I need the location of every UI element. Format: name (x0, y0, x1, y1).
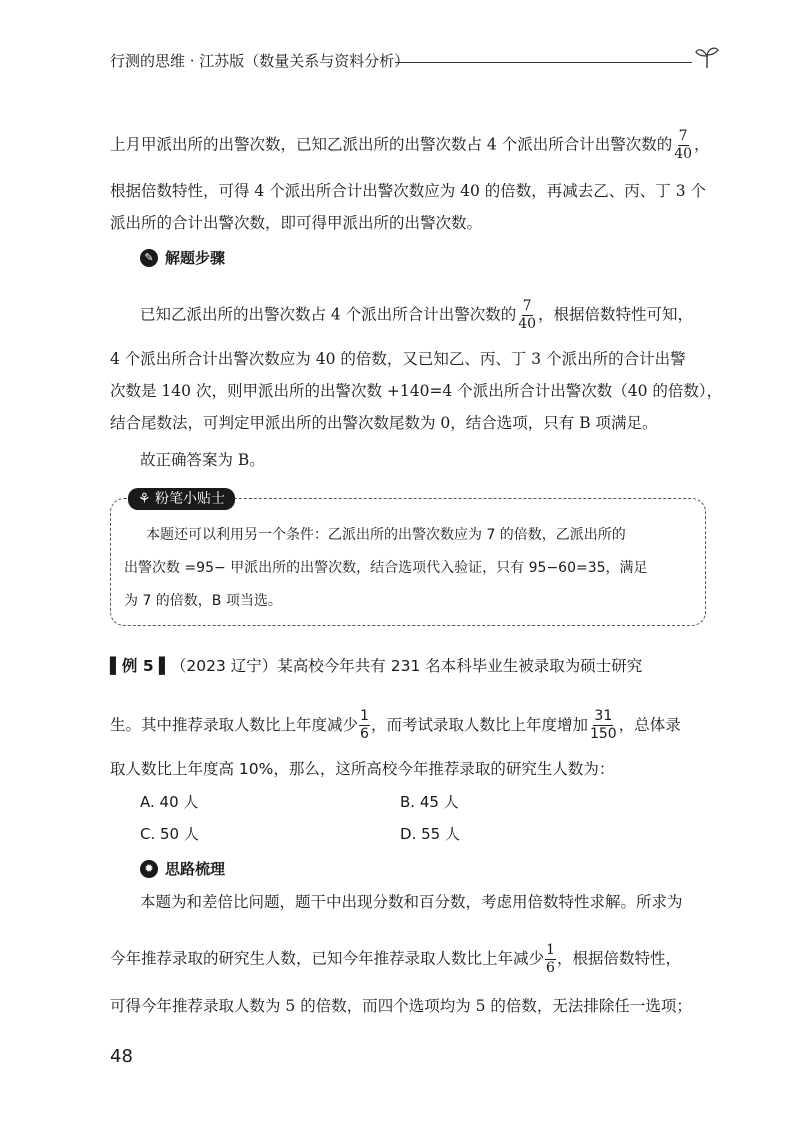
header-rule (395, 62, 692, 63)
example-tag: ▌例 5 ▌ (110, 657, 171, 675)
option-d: D. 55 人 (400, 825, 460, 843)
analysis-line-2: 根据倍数特性，可得 4 个派出所合计出警次数应为 40 的倍数，再减去乙、丙、丁 3 个 (110, 182, 707, 200)
header-title: 行测的思维 · 江苏版（数量关系与资料分析） (110, 52, 410, 70)
steps-line-4: 结合尾数法，可判定甲派出所的出警次数尾数为 0，结合选项，只有 B 项满足。 (110, 414, 658, 432)
thinking-heading: ✹ 思路梳理 (140, 858, 225, 879)
thinking-line-1: 本题为和差倍比问题，题干中出现分数和百分数，考虑用倍数特性求解。所求为 (140, 893, 683, 911)
fraction: $\frac{7}{40}$ (674, 128, 693, 162)
steps-line-2: 4 个派出所合计出警次数应为 40 的倍数，又已知乙、丙、丁 3 个派出所的合计出警 (110, 350, 686, 368)
tip-line-3: 为 7 的倍数，B 项当选。 (124, 593, 282, 609)
fraction: $\frac{7}{40}$ (518, 298, 537, 332)
page-header (110, 44, 720, 74)
steps-line-1: 已知乙派出所的出警次数占 4 个派出所合计出警次数的 $\frac{7}{40}$ ，根据倍数特性可知， (140, 298, 694, 332)
steps-icon: ✎ (140, 249, 158, 267)
option-b: B. 45 人 (400, 793, 459, 811)
example-line-2: 生。其中推荐录取人数比上年度减少 $\frac{1}{6}$ ，而考试录取人数比上年度增加 $\frac{31}{150}$ ，总体录 (110, 708, 681, 742)
analysis-line-1: 上月甲派出所的出警次数，已知乙派出所的出警次数占 4 个派出所合计出警次数的 $\frac{7}{40}$ ， (110, 128, 710, 162)
fraction: $\frac{1}{6}$ (360, 708, 369, 742)
thinking-line-2: 今年推荐录取的研究生人数，已知今年推荐录取人数比上年减少 $\frac{1}{6}$ ，根据倍数特性， (110, 942, 681, 976)
answer-line: 故正确答案为 B。 (140, 451, 265, 469)
sprout-icon (694, 44, 720, 70)
steps-line-3: 次数是 140 次，则甲派出所的出警次数 +140=4 个派出所合计出警次数（40 的倍数）， (110, 382, 723, 400)
fraction: $\frac{1}{6}$ (546, 942, 555, 976)
analysis-line-3: 派出所的合计出警次数，即可得甲派出所的出警次数。 (110, 214, 483, 232)
sprout-small-icon: ⚘ (138, 491, 156, 507)
tip-label: ⚘ 粉笔小贴士 (128, 488, 235, 510)
example-line-3: 取人数比上年度高 10%，那么，这所高校今年推荐录取的研究生人数为： (110, 760, 615, 778)
gear-icon: ✹ (140, 860, 158, 878)
example-line-1: ▌例 5 ▌（2023 辽宁）某高校今年共有 231 名本科毕业生被录取为硕士研究 (110, 657, 643, 675)
steps-heading: ✎ 解题步骤 (140, 247, 225, 268)
tip-line-2: 出警次数 =95− 甲派出所的出警次数，结合选项代入验证，只有 95−60=35，满足 (124, 560, 648, 576)
tip-line-1: 本题还可以利用另一个条件：乙派出所的出警次数应为 7 的倍数，乙派出所的 (146, 527, 626, 543)
option-c: C. 50 人 (140, 825, 199, 843)
thinking-line-3: 可得今年推荐录取人数为 5 的倍数，而四个选项均为 5 的倍数，无法排除任一选项； (110, 997, 692, 1015)
fraction: $\frac{31}{150}$ (589, 708, 617, 742)
option-a: A. 40 人 (140, 793, 199, 811)
page-number: 48 (110, 1046, 133, 1067)
